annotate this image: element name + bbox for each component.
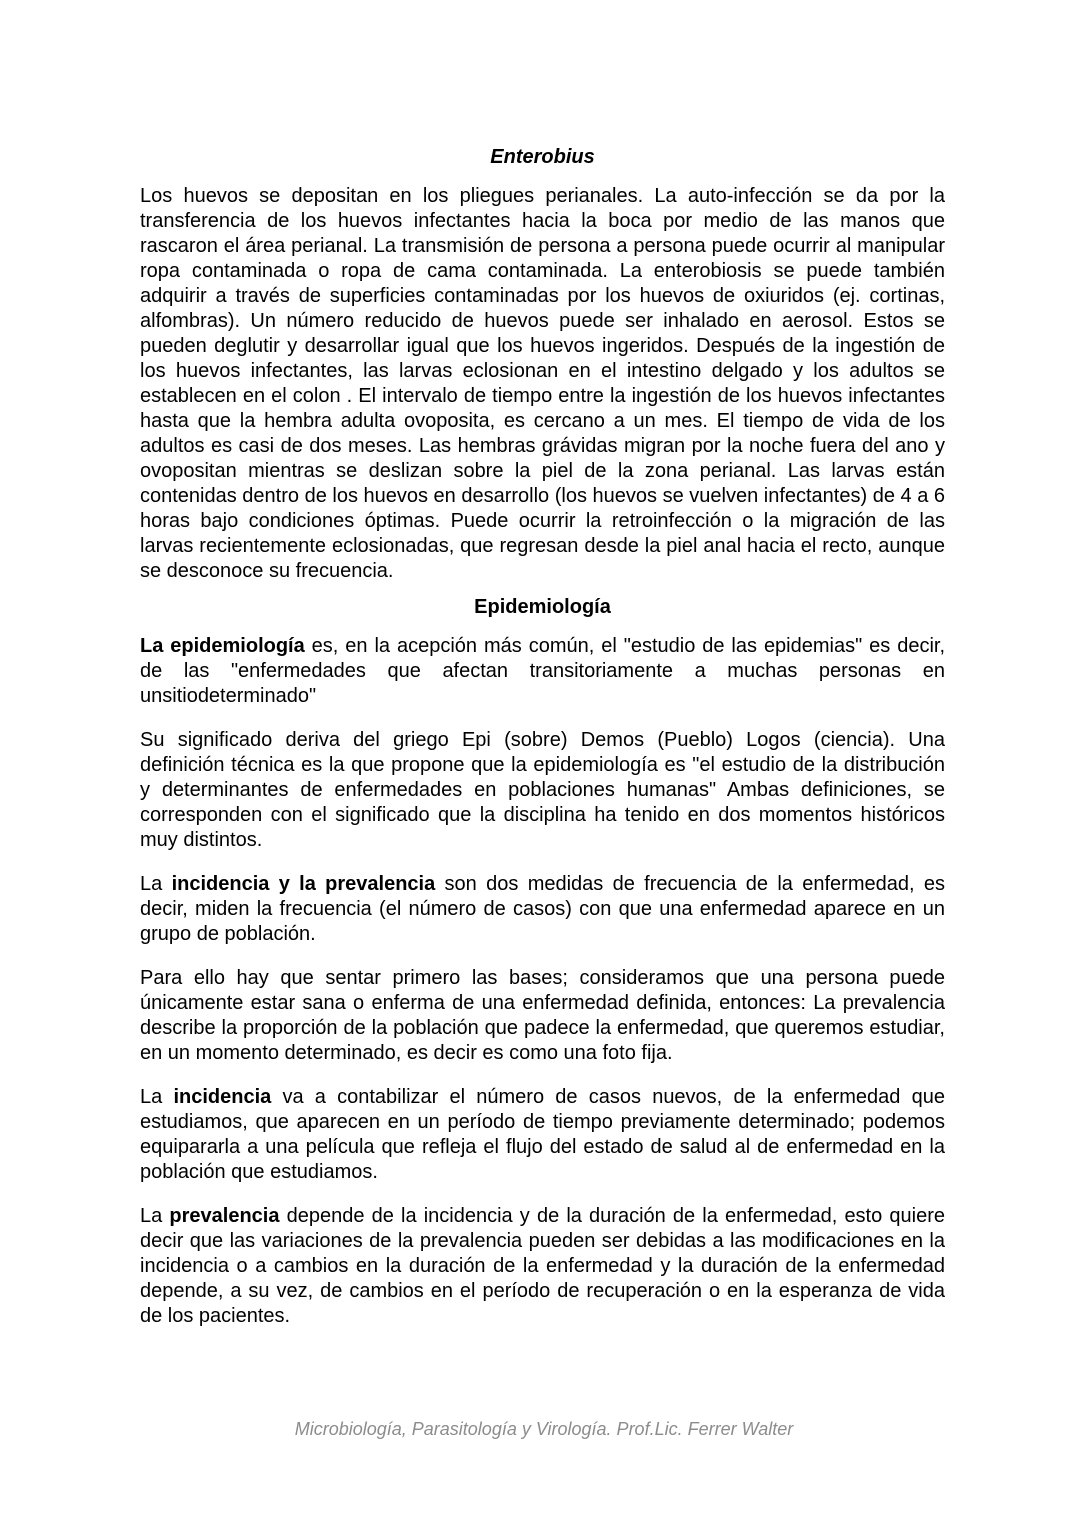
bold-term: incidencia y la prevalencia [171, 873, 436, 895]
section-title-epidemiologia: Epidemiología [474, 596, 611, 618]
paragraph-bases: Para ello hay que sentar primero las bases; consideramos que una persona puede únicamente estar sana o enferma de una enfermedad definida, entonces: La prevalencia describe la proporción de la población que padece la enfermedad, que queremos estudiar, en un momento determinado, es decir es como una foto fija. [140, 967, 945, 1064]
paragraph-text: va a contabilizar el número de casos nuevos, de la enfermedad que estudiamos, que aparecen en un período de tiempo previamente determinado; podemos equipararla a una película que refleja el flujo del estado de salud al de enfermedad en la población que estudiamos. [140, 1086, 945, 1183]
paragraph-text: son dos medidas de frecuencia de la enfermedad, es decir, miden la frecuencia (el número de casos) con que una enfermedad aparece en un grupo de población. [140, 873, 945, 945]
document-page [140, 143, 945, 1348]
paragraph-text: depende de la incidencia y de la duración de la enfermedad, esto quiere decir que las variaciones de la prevalencia pueden ser debidas a las modificaciones en la incidencia o a cambios en la duración de la enfermedad y la duración de la enfermedad depende, a su vez, de cambios en el período de recuperación o en la esperanza de vida de los pacientes. [140, 1205, 945, 1327]
paragraph-etymology: Su significado deriva del griego Epi (sobre) Demos (Pueblo) Logos (ciencia). Una definición técnica es la que propone que la epidemiología es "el estudio de la distribución y determinantes de enfermedades en poblaciones humanas" Ambas definiciones, se corresponden con el significado que la disciplina ha tenido en dos momentos históricos muy distintos. [140, 729, 945, 851]
paragraph-incidence [140, 1085, 945, 1185]
paragraph-text: La [140, 873, 172, 895]
paragraph-prevalence [140, 1204, 945, 1329]
paragraph-text: La [140, 1205, 170, 1227]
paragraph-epidemiologia-definition [140, 634, 945, 709]
paragraph-text: es, en la acepción más común, el "estudio de las epidemias" es decir, de las "enfermedades que afectan transitoriamente a muchas personas en unsitiodeterminado" [140, 635, 945, 707]
paragraph-incidence-prevalence [140, 872, 945, 947]
bold-term: incidencia [173, 1086, 272, 1108]
bold-term: La epidemiología [140, 635, 305, 657]
enterobius-paragraph: Los huevos se depositan en los pliegues perianales. La auto-infección se da por la transferencia de los huevos infectantes hacia la boca por medio de las manos que rascaron el área perianal. La transmisión de persona a persona puede ocurrir al manipular ropa contaminada o ropa de cama contaminada. La enterobiosis se puede también adquirir a través de superficies contaminadas por los huevos de oxiuridos (ej. cortinas, alfombras). Un número reducido de huevos puede ser inhalado en aerosol. Estos se pueden deglutir y desarrollar igual que los huevos ingeridos. Después de la ingestión de los huevos infectantes, las larvas eclosionan en el intestino delgado y los adultos se establecen en el colon . El intervalo de tiempo entre la ingestión de los huevos infectantes hasta que la hembra adulta ovoposita, es cercano a un mes. El tiempo de vida de los adultos es casi de dos meses. Las hembras grávidas migran por la noche fuera del ano y ovopositan mientras se deslizan sobre la piel de la zona perianal. Las larvas están contenidas dentro de los huevos en desarrollo (los huevos se vuelven infectantes) de 4 a 6 horas bajo condiciones óptimas. Puede ocurrir la retroinfección o la migración de las larvas recientemente eclosionadas, que regresan desde la piel anal hacia el recto, aunque se desconoce su frecuencia. [140, 185, 945, 582]
paragraph-text: La [140, 1086, 174, 1108]
document-title: Enterobius [490, 146, 595, 168]
bold-term: prevalencia [169, 1205, 280, 1227]
page-footer: Microbiología, Parasitología y Virología. Prof.Lic. Ferrer Walter [294, 1419, 794, 1439]
